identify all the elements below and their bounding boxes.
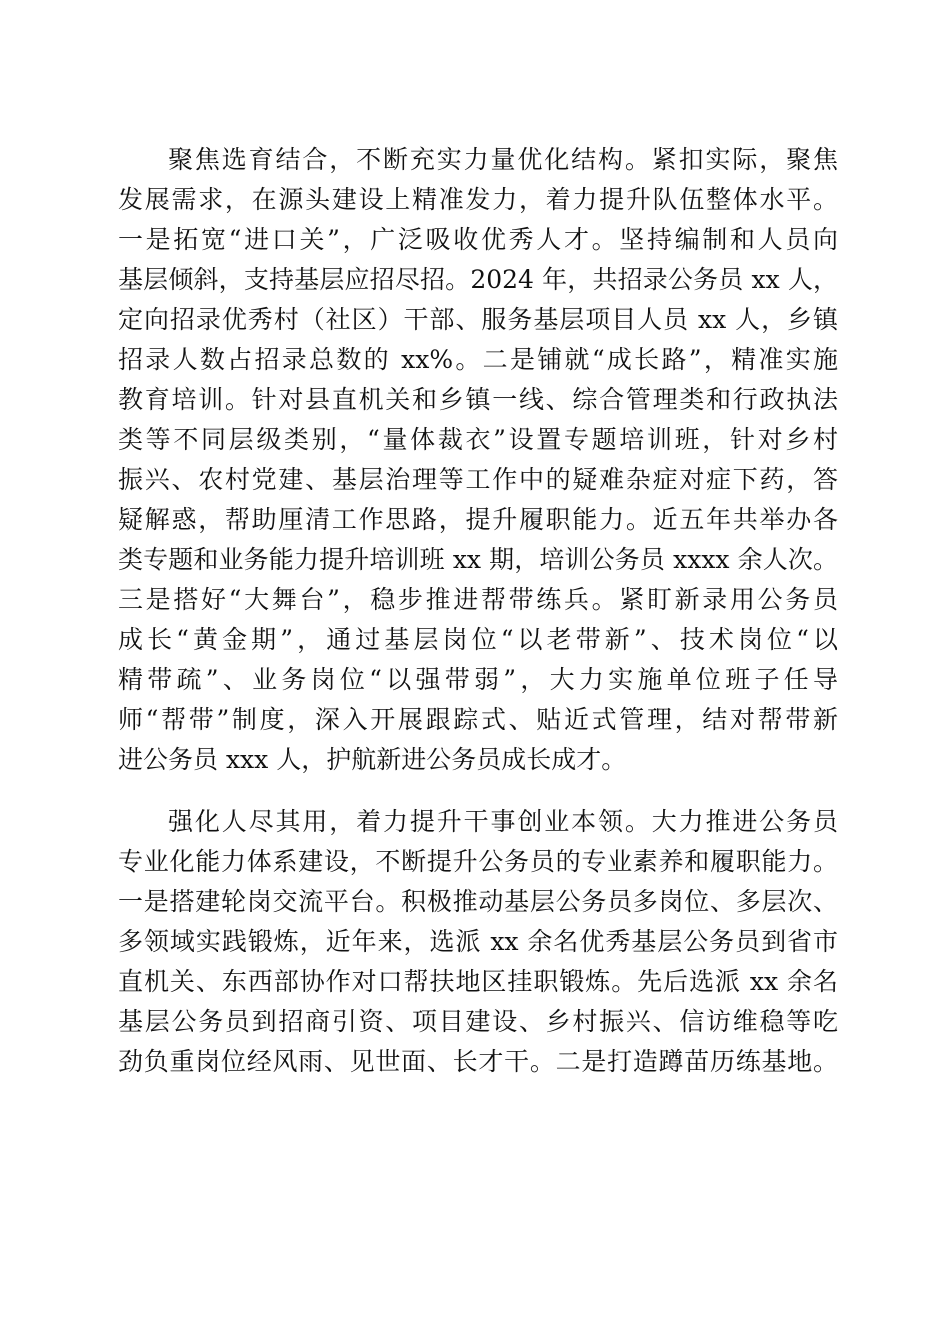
text-line: 多领域实践锻炼，近年来，选派 xx 余名优秀基层公务员到省市 bbox=[118, 927, 838, 956]
text-line: 成长“黄金期”，通过基层岗位“以老带新”、技术岗位“以 bbox=[118, 625, 838, 654]
text-line: 劲负重岗位经风雨、见世面、长才干。二是打造蹲苗历练基地。 bbox=[118, 1047, 838, 1076]
text-line: 一是搭建轮岗交流平台。积极推动基层公务员多岗位、多层次、 bbox=[118, 887, 838, 916]
text-line: 基层倾斜，支持基层应招尽招。2024 年，共招录公务员 xx 人， bbox=[118, 265, 838, 294]
text-line: 一是拓宽“进口关”，广泛吸收优秀人才。坚持编制和人员向 bbox=[118, 225, 838, 254]
text-line: 招录人数占招录总数的 xx%。二是铺就“成长路”，精准实施 bbox=[118, 345, 838, 374]
text-line: 精带疏”、业务岗位“以强带弱”，大力实施单位班子任导 bbox=[118, 665, 838, 694]
text-line: 专业化能力体系建设，不断提升公务员的专业素养和履职能力。 bbox=[118, 847, 838, 876]
text-line: 教育培训。针对县直机关和乡镇一线、综合管理类和行政执法 bbox=[118, 385, 838, 414]
text-line: 聚焦选育结合，不断充实力量优化结构。紧扣实际，聚焦 bbox=[168, 145, 838, 174]
text-line: 师“帮带”制度，深入开展跟踪式、贴近式管理，结对帮带新 bbox=[118, 705, 838, 734]
text-line: 定向招录优秀村（社区）干部、服务基层项目人员 xx 人，乡镇 bbox=[118, 305, 838, 334]
text-line: 三是搭好“大舞台”，稳步推进帮带练兵。紧盯新录用公务员 bbox=[118, 585, 838, 614]
text-line: 基层公务员到招商引资、项目建设、乡村振兴、信访维稳等吃 bbox=[118, 1007, 838, 1036]
text-line: 直机关、东西部协作对口帮扶地区挂职锻炼。先后选派 xx 余名 bbox=[118, 967, 838, 996]
text-line: 振兴、农村党建、基层治理等工作中的疑难杂症对症下药，答 bbox=[118, 465, 838, 494]
text-line: 发展需求，在源头建设上精准发力，着力提升队伍整体水平。 bbox=[118, 185, 838, 214]
text-line: 强化人尽其用，着力提升干事创业本领。大力推进公务员 bbox=[168, 807, 838, 836]
text-line: 类等不同层级类别，“量体裁衣”设置专题培训班，针对乡村 bbox=[118, 425, 838, 454]
text-line: 进公务员 xxx 人，护航新进公务员成长成才。 bbox=[118, 745, 627, 774]
text-line: 疑解惑，帮助厘清工作思路，提升履职能力。近五年共举办各 bbox=[118, 505, 838, 534]
text-line: 类专题和业务能力提升培训班 xx 期，培训公务员 xxxx 余人次。 bbox=[118, 545, 838, 574]
